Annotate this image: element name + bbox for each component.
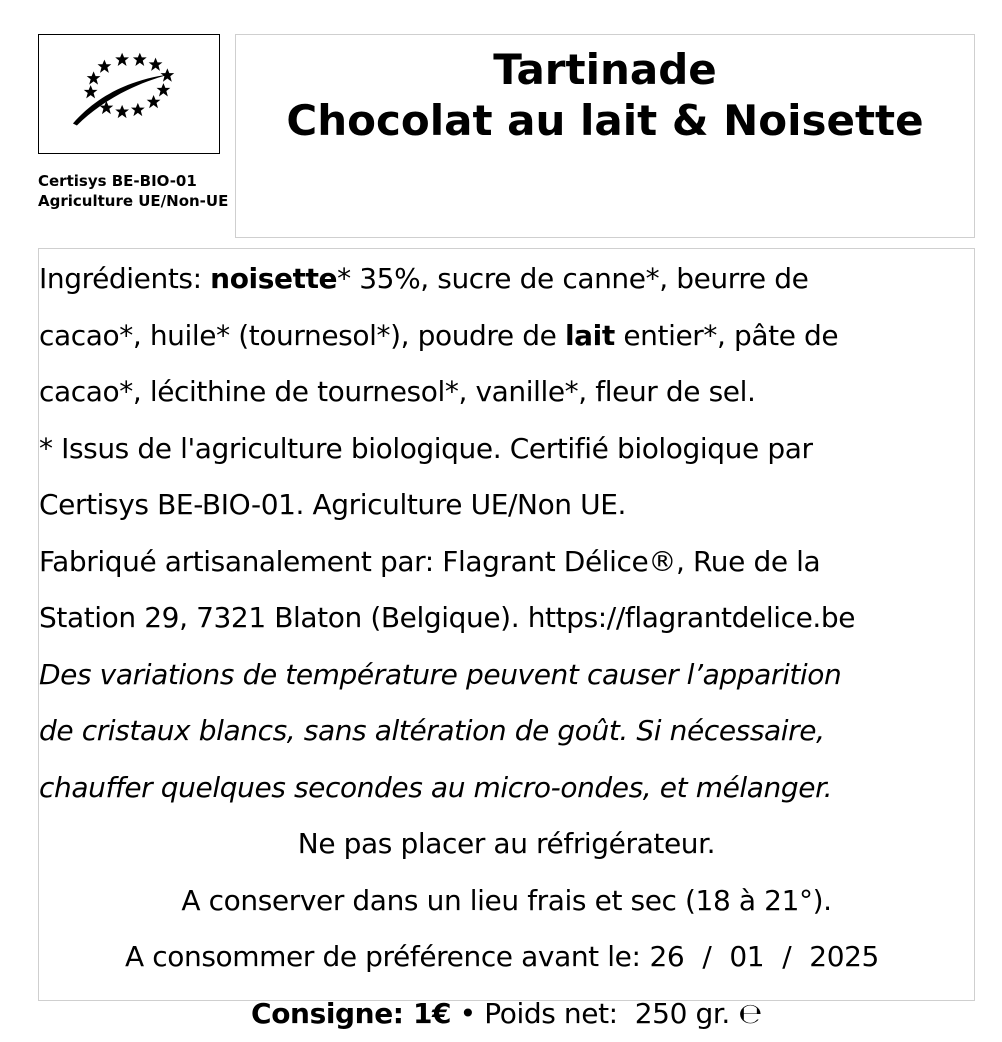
net-weight-value: 250 gr. xyxy=(635,997,730,1030)
ingredient-allergen-hazelnut: noisette xyxy=(210,262,337,295)
eu-organic-leaf-icon xyxy=(39,35,219,153)
best-before-label: A consommer de préférence avant le: xyxy=(125,940,640,973)
ingredients-line-2 xyxy=(39,308,974,365)
best-before-year: 2025 xyxy=(800,940,888,973)
certification-block xyxy=(38,171,228,211)
warning-line-3: chauffer quelques secondes au micro-ondes, et mélanger. xyxy=(39,760,974,817)
product-title-line2: Chocolat au lait & Noisette xyxy=(236,95,974,146)
manufacturer-line-1: Fabriqué artisanalement par: Flagrant Délice®, Rue de la xyxy=(39,534,974,591)
best-before xyxy=(39,929,974,986)
bullet-icon: • xyxy=(460,997,476,1030)
estimated-sign-icon: ℮ xyxy=(738,997,762,1030)
storage-conditions: A conserver dans un lieu frais et sec (18 à 21°). xyxy=(39,873,974,930)
ingredients-line-1 xyxy=(39,251,974,308)
deposit-label: Consigne: 1€ xyxy=(251,997,451,1030)
net-weight-label: Poids net: xyxy=(484,997,617,1030)
date-separator: / xyxy=(693,940,720,973)
ingredients-text-1: * 35%, sucre de canne*, beurre de xyxy=(337,262,808,295)
label-details xyxy=(38,248,975,1001)
footer-line xyxy=(39,986,974,1042)
organic-note-line-2: Certisys BE-BIO-01. Agriculture UE/Non UE. xyxy=(39,477,974,534)
ingredients-label: Ingrédients: xyxy=(39,262,202,295)
eu-organic-logo xyxy=(38,34,220,154)
ingredients-line-3: cacao*, lécithine de tournesol*, vanille*, fleur de sel. xyxy=(39,364,974,421)
certification-origin: Agriculture UE/Non-UE xyxy=(38,191,228,211)
date-separator: / xyxy=(773,940,800,973)
best-before-day: 26 xyxy=(641,940,694,973)
certification-code: Certisys BE-BIO-01 xyxy=(38,171,228,191)
ingredients-text-2a: cacao*, huile* (tournesol*), poudre de xyxy=(39,319,565,352)
organic-note-line-1: * Issus de l'agriculture biologique. Certifié biologique par xyxy=(39,421,974,478)
best-before-date xyxy=(641,940,888,973)
warning-line-1: Des variations de température peuvent causer l’apparition xyxy=(39,647,974,704)
product-title-line1: Tartinade xyxy=(236,44,974,95)
warning-line-2: de cristaux blancs, sans altération de goût. Si nécessaire, xyxy=(39,703,974,760)
product-title-box xyxy=(235,34,975,238)
manufacturer-line-2: Station 29, 7321 Blaton (Belgique). https://flagrantdelice.be xyxy=(39,590,974,647)
storage-no-fridge: Ne pas placer au réfrigérateur. xyxy=(39,816,974,873)
ingredients-text-2b: entier*, pâte de xyxy=(615,319,838,352)
best-before-month: 01 xyxy=(720,940,773,973)
ingredient-allergen-milk: lait xyxy=(565,319,615,352)
